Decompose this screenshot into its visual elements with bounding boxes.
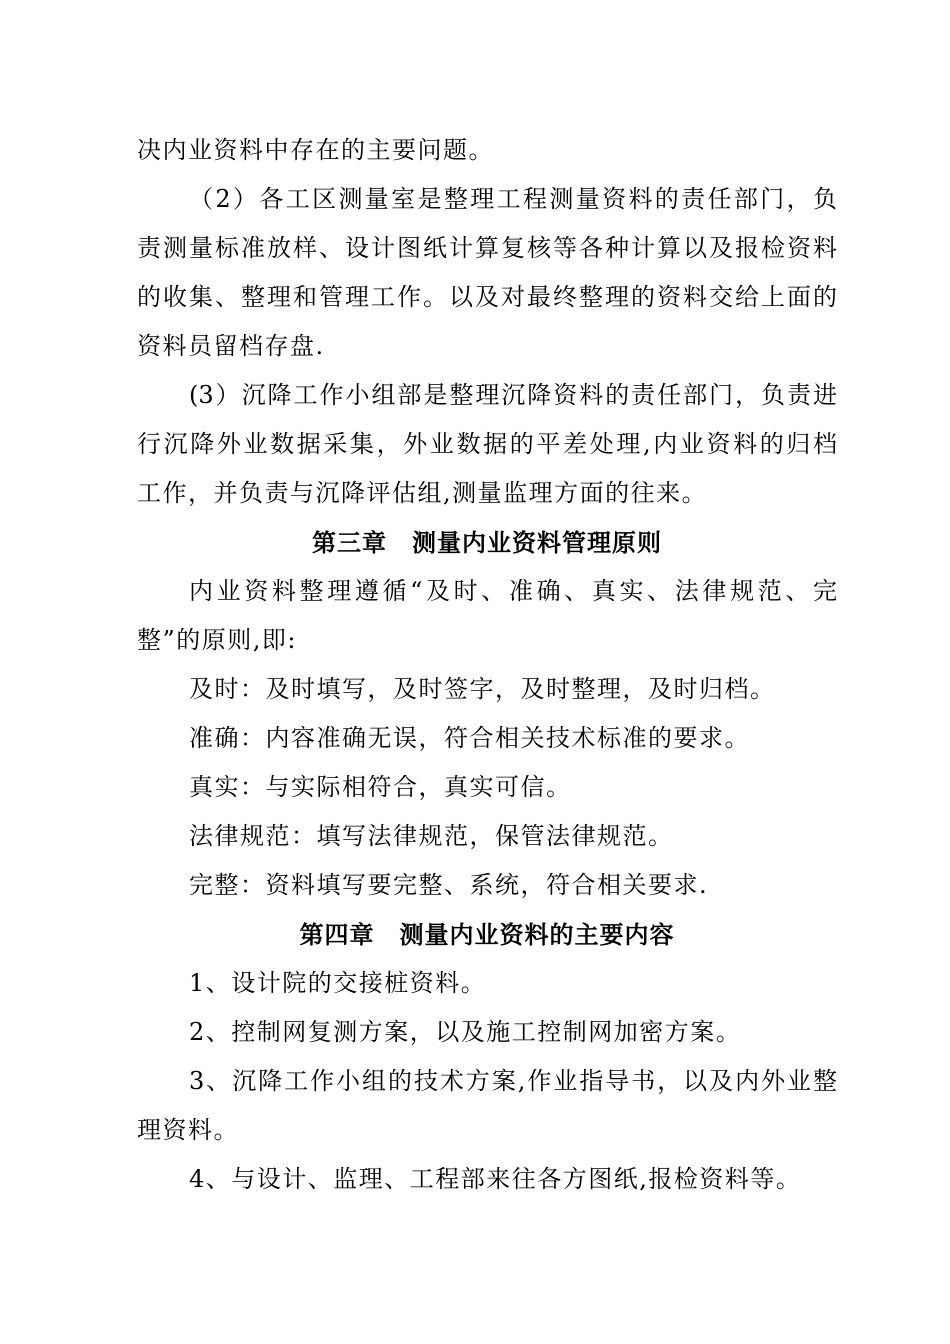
document-page [137, 126, 837, 1204]
list-item: 4、与设计、监理、工程部来往各方图纸,报检资料等。 [189, 1165, 802, 1193]
list-item: 3、沉降工作小组的技术方案,作业指导书，以及内外业整 [189, 1067, 837, 1095]
list-item: 1、设计院的交接桩资料。 [189, 969, 487, 997]
text-line: （2）各工区测量室是整理工程测量资料的责任部门，负 [189, 185, 837, 213]
chapter-heading: 第三章 测量内业资料管理原则 [312, 528, 662, 557]
text-line: 整”的原则,即: [137, 626, 297, 654]
text-line: 真实：与实际相符合，真实可信。 [189, 773, 572, 801]
text-line: 行沉降外业数据采集，外业数据的平差处理,内业资料的归档 [137, 430, 837, 458]
text-line: 法律规范：填写法律规范，保管法律规范。 [189, 822, 674, 850]
text-line: 理资料。 [137, 1116, 239, 1144]
text-line: 完整：资料填写要完整、系统，符合相关要求. [189, 871, 709, 899]
text-line: 决内业资料中存在的主要问题。 [137, 136, 494, 164]
text-line: 的收集、整理和管理工作。以及对最终整理的资料交给上面的 [137, 283, 837, 311]
text-line: 及时：及时填写，及时签字，及时整理，及时归档。 [189, 675, 776, 703]
text-line: 准确：内容准确无误，符合相关技术标准的要求。 [189, 724, 750, 752]
chapter-heading: 第四章 测量内业资料的主要内容 [299, 920, 675, 949]
text-line: 资料员留档存盘. [137, 332, 325, 360]
text-line: 工作，并负责与沉降评估组,测量监理方面的往来。 [137, 479, 708, 507]
text-line: (3）沉降工作小组部是整理沉降资料的责任部门，负责进 [189, 381, 837, 409]
text-line: 责测量标准放样、设计图纸计算复核等各种计算以及报检资料 [137, 234, 837, 262]
list-item: 2、控制网复测方案，以及施工控制网加密方案。 [189, 1018, 742, 1046]
text-line: 内业资料整理遵循“及时、准确、真实、法律规范、完 [189, 577, 837, 605]
